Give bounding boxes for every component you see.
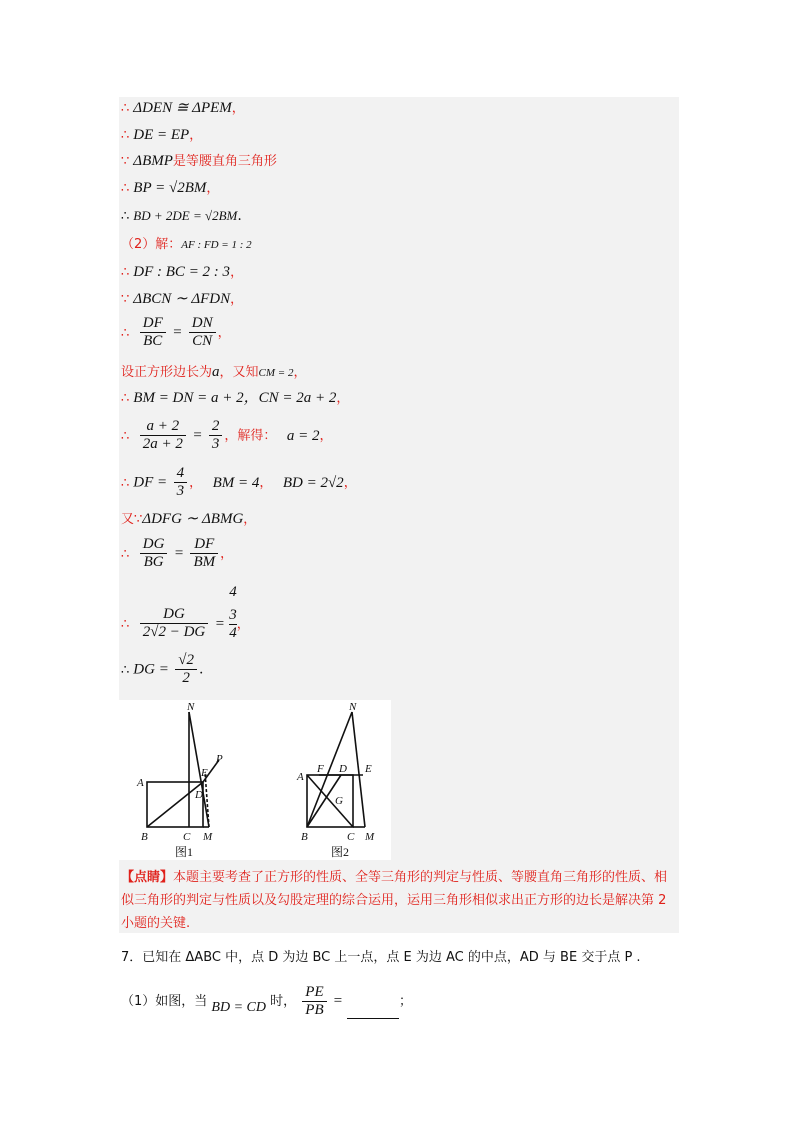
- fig2-label-7: C: [347, 831, 355, 843]
- fig2-label-1: F: [317, 763, 324, 775]
- question-7-part-1: （1）如图，当 BD = CD 时， $\frac{PE}{PB}$ = ；: [121, 984, 413, 1018]
- step-4: ∴ BP = √2BM，: [121, 180, 220, 196]
- step-3: ∵ ΔBMP是等腰直角三角形: [121, 153, 277, 169]
- step-14: 又∵ΔDFG ∼ ΔBMG，: [121, 511, 257, 527]
- step-15: ∴ $\frac{DG}{BG}$ = $\frac{DF}{BM}$ ，: [121, 536, 234, 570]
- answer-blank[interactable]: [347, 1004, 399, 1019]
- step-2: ∴ DE = EP，: [121, 127, 203, 143]
- fig1-label-7: M: [203, 831, 213, 843]
- step-13: ∴ DF = $\frac{4}{3}$ ， BM = 4， BD = 2√2，: [121, 465, 357, 499]
- step-11: ∴ BM = DN = a + 2，CN = 2a + 2，: [121, 390, 350, 406]
- note-text: 本题主要考查了正方形的性质、全等三角形的判定与性质、等腰直角三角形的性质、相似三角形的判定与性质以及勾股定理的综合运用，运用三角形相似求出正方形的边长是解决第 2 小题的关键.: [121, 870, 668, 931]
- geometry-figures: [119, 700, 391, 860]
- fig1-label-5: B: [141, 831, 148, 843]
- fig2-label-3: E: [365, 763, 372, 775]
- note-label: 【点睛】: [121, 870, 174, 885]
- fig2-label-4: A: [297, 771, 304, 783]
- fig2-label-2: D: [339, 763, 347, 775]
- figure-1-labels: [136, 701, 223, 859]
- figure-2: [307, 712, 365, 827]
- part-2-header: （2）解：AF : FD = 1 : 2: [121, 237, 252, 252]
- fig2-label-5: G: [335, 795, 343, 807]
- fig1-label-0: N: [187, 701, 195, 713]
- fig1-label-2: A: [137, 777, 144, 789]
- step-12: ∴ $\frac{a + 2}{2a + 2}$ = $\frac{2}{3}$ ，解得： a = 2，: [121, 418, 333, 452]
- key-point-note: [121, 866, 676, 935]
- fig1-label-3: E: [201, 767, 208, 779]
- figure-1: [147, 712, 219, 827]
- step-8: ∵ ΔBCN ∼ ΔFDN，: [121, 291, 244, 307]
- figures-image: [119, 700, 391, 860]
- fig2-label-6: B: [301, 831, 308, 843]
- fig2-label-0: N: [349, 701, 357, 713]
- step-9: ∴ $\frac{DF}{BC}$ = $\frac{DN}{CN}$ ，: [121, 315, 231, 349]
- step-16: ∴ $\frac{DG}{2√2 - DG}$ = 4 3 4 ，: [121, 584, 250, 641]
- step-10: 设正方形边长为a，又知CM = 2，: [121, 364, 307, 380]
- step-1: ∴ ΔDEN ≅ ΔPEM，: [121, 100, 245, 116]
- fig1-label-6: C: [183, 831, 191, 843]
- fig1-label-4: D: [195, 789, 203, 801]
- figure-2-labels: [296, 701, 375, 859]
- step-7: ∴ DF : BC = 2 : 3，: [121, 264, 244, 280]
- fig1-caption: 图1: [175, 845, 194, 859]
- fig1-label-1: P: [216, 753, 223, 765]
- fig2-caption: 图2: [331, 845, 350, 859]
- step-17: ∴ DG = $\frac{√2}{2}$ .: [121, 652, 204, 686]
- question-7-stem: 7．已知在 ΔABC 中，点 D 为边 BC 上一点，点 E 为边 AC 的中点，AD 与 BE 交于点 P .: [121, 950, 641, 965]
- step-5: ∴ BD + 2DE = √2BM.: [121, 208, 242, 224]
- fig2-label-8: M: [365, 831, 375, 843]
